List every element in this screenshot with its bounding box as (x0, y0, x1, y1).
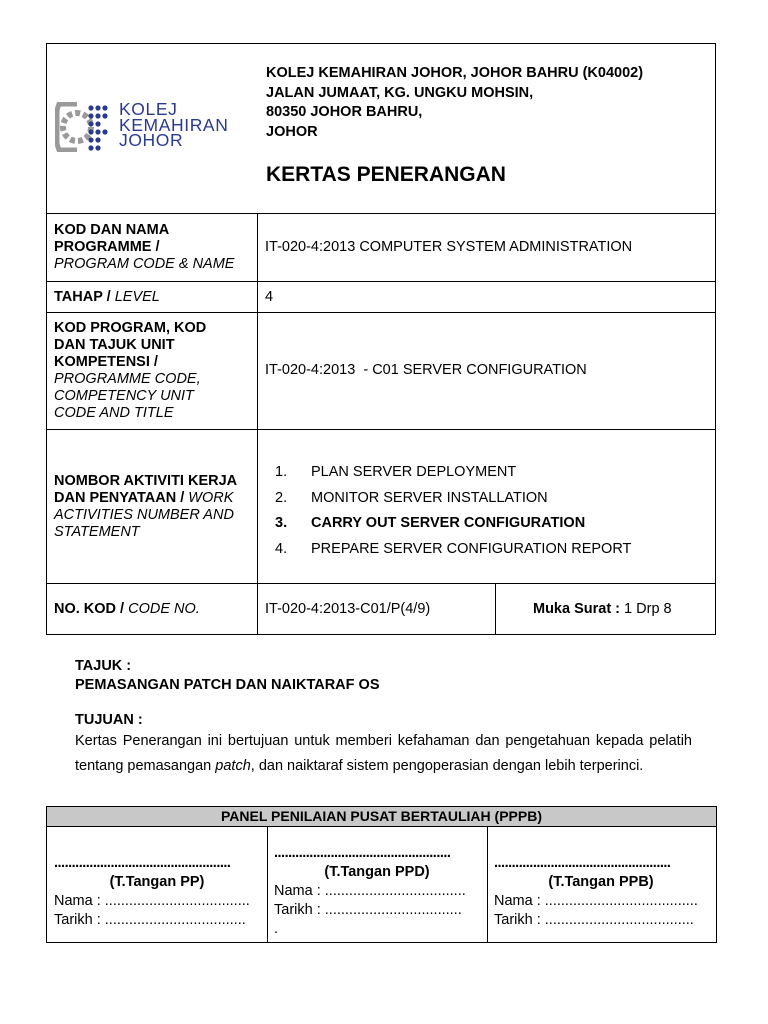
divider (47, 429, 715, 430)
divider (495, 583, 496, 635)
level-label-bold: TAHAP / (54, 289, 111, 305)
page-number (533, 601, 672, 617)
list-item-current (275, 515, 631, 541)
item-number: 1. (275, 464, 288, 480)
item-number: 4. (275, 540, 288, 557)
tujuan-paragraph (75, 729, 692, 779)
college-logo (55, 99, 255, 152)
program-value: IT-020-4:2013 COMPUTER SYSTEM ADMINISTRATION (265, 239, 633, 255)
trailing-dot: . (274, 921, 279, 937)
activities-label-bold: NOMBOR AKTIVITI KERJA DAN PENYATAAN / (54, 473, 237, 506)
item-number: 2. (275, 489, 288, 506)
program-label-bold: KOD DAN NAMA PROGRAMME / (54, 222, 169, 255)
date-field: Tarikh : .................................. (274, 902, 462, 918)
code-label-italic: CODE NO. (128, 601, 200, 617)
list-item (275, 464, 631, 490)
item-text: MONITOR SERVER INSTALLATION (311, 489, 548, 506)
page-value: 1 Drp 8 (624, 601, 672, 617)
panel-title: PANEL PENILAIAN PUSAT BERTAULIAH (PPPB) (47, 807, 716, 827)
tujuan-text-italic: patch (215, 758, 251, 774)
program-label-italic: PROGRAM CODE & NAME (54, 256, 235, 272)
address-line: 80350 JOHOR BAHRU, (266, 104, 423, 120)
name-field: Nama : ...................................... (494, 893, 698, 909)
competency-label-bold: KOD PROGRAM, KOD DAN TAJUK UNIT KOMPETENSI / (54, 320, 207, 370)
signature-line: .................................................. (274, 845, 451, 861)
competency-label-italic: PROGRAMME CODE, COMPETENCY UNIT CODE AND TITLE (54, 371, 201, 421)
signature-label: (T.Tangan PPD) (324, 864, 430, 880)
signature-label: (T.Tangan PP) (109, 874, 205, 890)
divider (47, 281, 715, 282)
name-field: Nama : .................................... (54, 893, 250, 909)
tujuan-label: TUJUAN : (75, 712, 143, 728)
activities-list (275, 464, 631, 566)
address-line: KOLEJ KEMAHIRAN JOHOR, JOHOR BAHRU (K04002) (266, 65, 644, 81)
signature-line: .................................................. (494, 855, 671, 871)
divider (267, 827, 268, 943)
date-field: Tarikh : ................................... (54, 912, 246, 928)
code-label-bold: NO. KOD / (54, 601, 125, 617)
page-label: Muka Surat : (533, 601, 621, 617)
college-address (266, 64, 643, 142)
item-text: PREPARE SERVER CONFIGURATION REPORT (311, 540, 632, 557)
date-field: Tarikh : ..................................... (494, 912, 694, 928)
logo-line-1: KOLEJ (119, 99, 178, 119)
signature-label: (T.Tangan PPB) (548, 874, 654, 890)
level-value: 4 (265, 289, 274, 305)
signature-block-ppb (494, 854, 714, 930)
name-field: Nama : ................................... (274, 883, 466, 899)
tujuan-text: , dan naiktaraf sistem pengoperasian dengan lebih terperinci. (250, 758, 644, 774)
item-text: PLAN SERVER DEPLOYMENT (311, 464, 517, 480)
header-table (46, 43, 716, 635)
tajuk-text: PEMASANGAN PATCH DAN NAIKTARAF OS (75, 677, 380, 693)
logo-gear-icon (55, 102, 117, 152)
logo-line-2: KEMAHIRAN (119, 114, 229, 135)
tajuk-label: TAJUK : (75, 658, 132, 674)
document-title: KERTAS PENERANGAN (266, 163, 506, 186)
divider (487, 827, 488, 943)
logo-wordmark (119, 99, 229, 150)
address-line: JALAN JUMAAT, KG. UNGKU MOHSIN, (266, 84, 534, 101)
item-number: 3. (275, 515, 288, 531)
divider (47, 583, 715, 584)
list-item (275, 490, 631, 516)
divider (47, 312, 715, 313)
competency-value: IT-020-4:2013 - C01 SERVER CONFIGURATION (265, 362, 587, 378)
competency-label (54, 320, 229, 422)
code-value: IT-020-4:2013-C01/P(4/9) (265, 601, 431, 617)
code-label (54, 601, 254, 618)
activities-label (54, 473, 254, 541)
logo-line-3: JOHOR (119, 130, 184, 150)
level-label (54, 289, 254, 306)
list-item (275, 541, 631, 567)
assessment-panel-table (46, 806, 717, 943)
signature-block-ppd (274, 844, 484, 939)
address-line: JOHOR (266, 123, 318, 140)
activities-label-italic: WORK ACTIVITIES NUMBER AND STATEMENT (54, 490, 234, 540)
divider (257, 213, 258, 635)
item-text: CARRY OUT SERVER CONFIGURATION (311, 515, 586, 531)
tujuan-text: Kertas Penerangan ini bertujuan untuk memberi kefahaman dan pengetahuan kepada pelatih tentang pemasangan (75, 733, 692, 774)
program-label (54, 222, 244, 273)
signature-block-pp (54, 854, 264, 930)
divider (47, 213, 715, 214)
level-label-italic: LEVEL (114, 289, 160, 305)
signature-line: .................................................. (54, 855, 231, 871)
